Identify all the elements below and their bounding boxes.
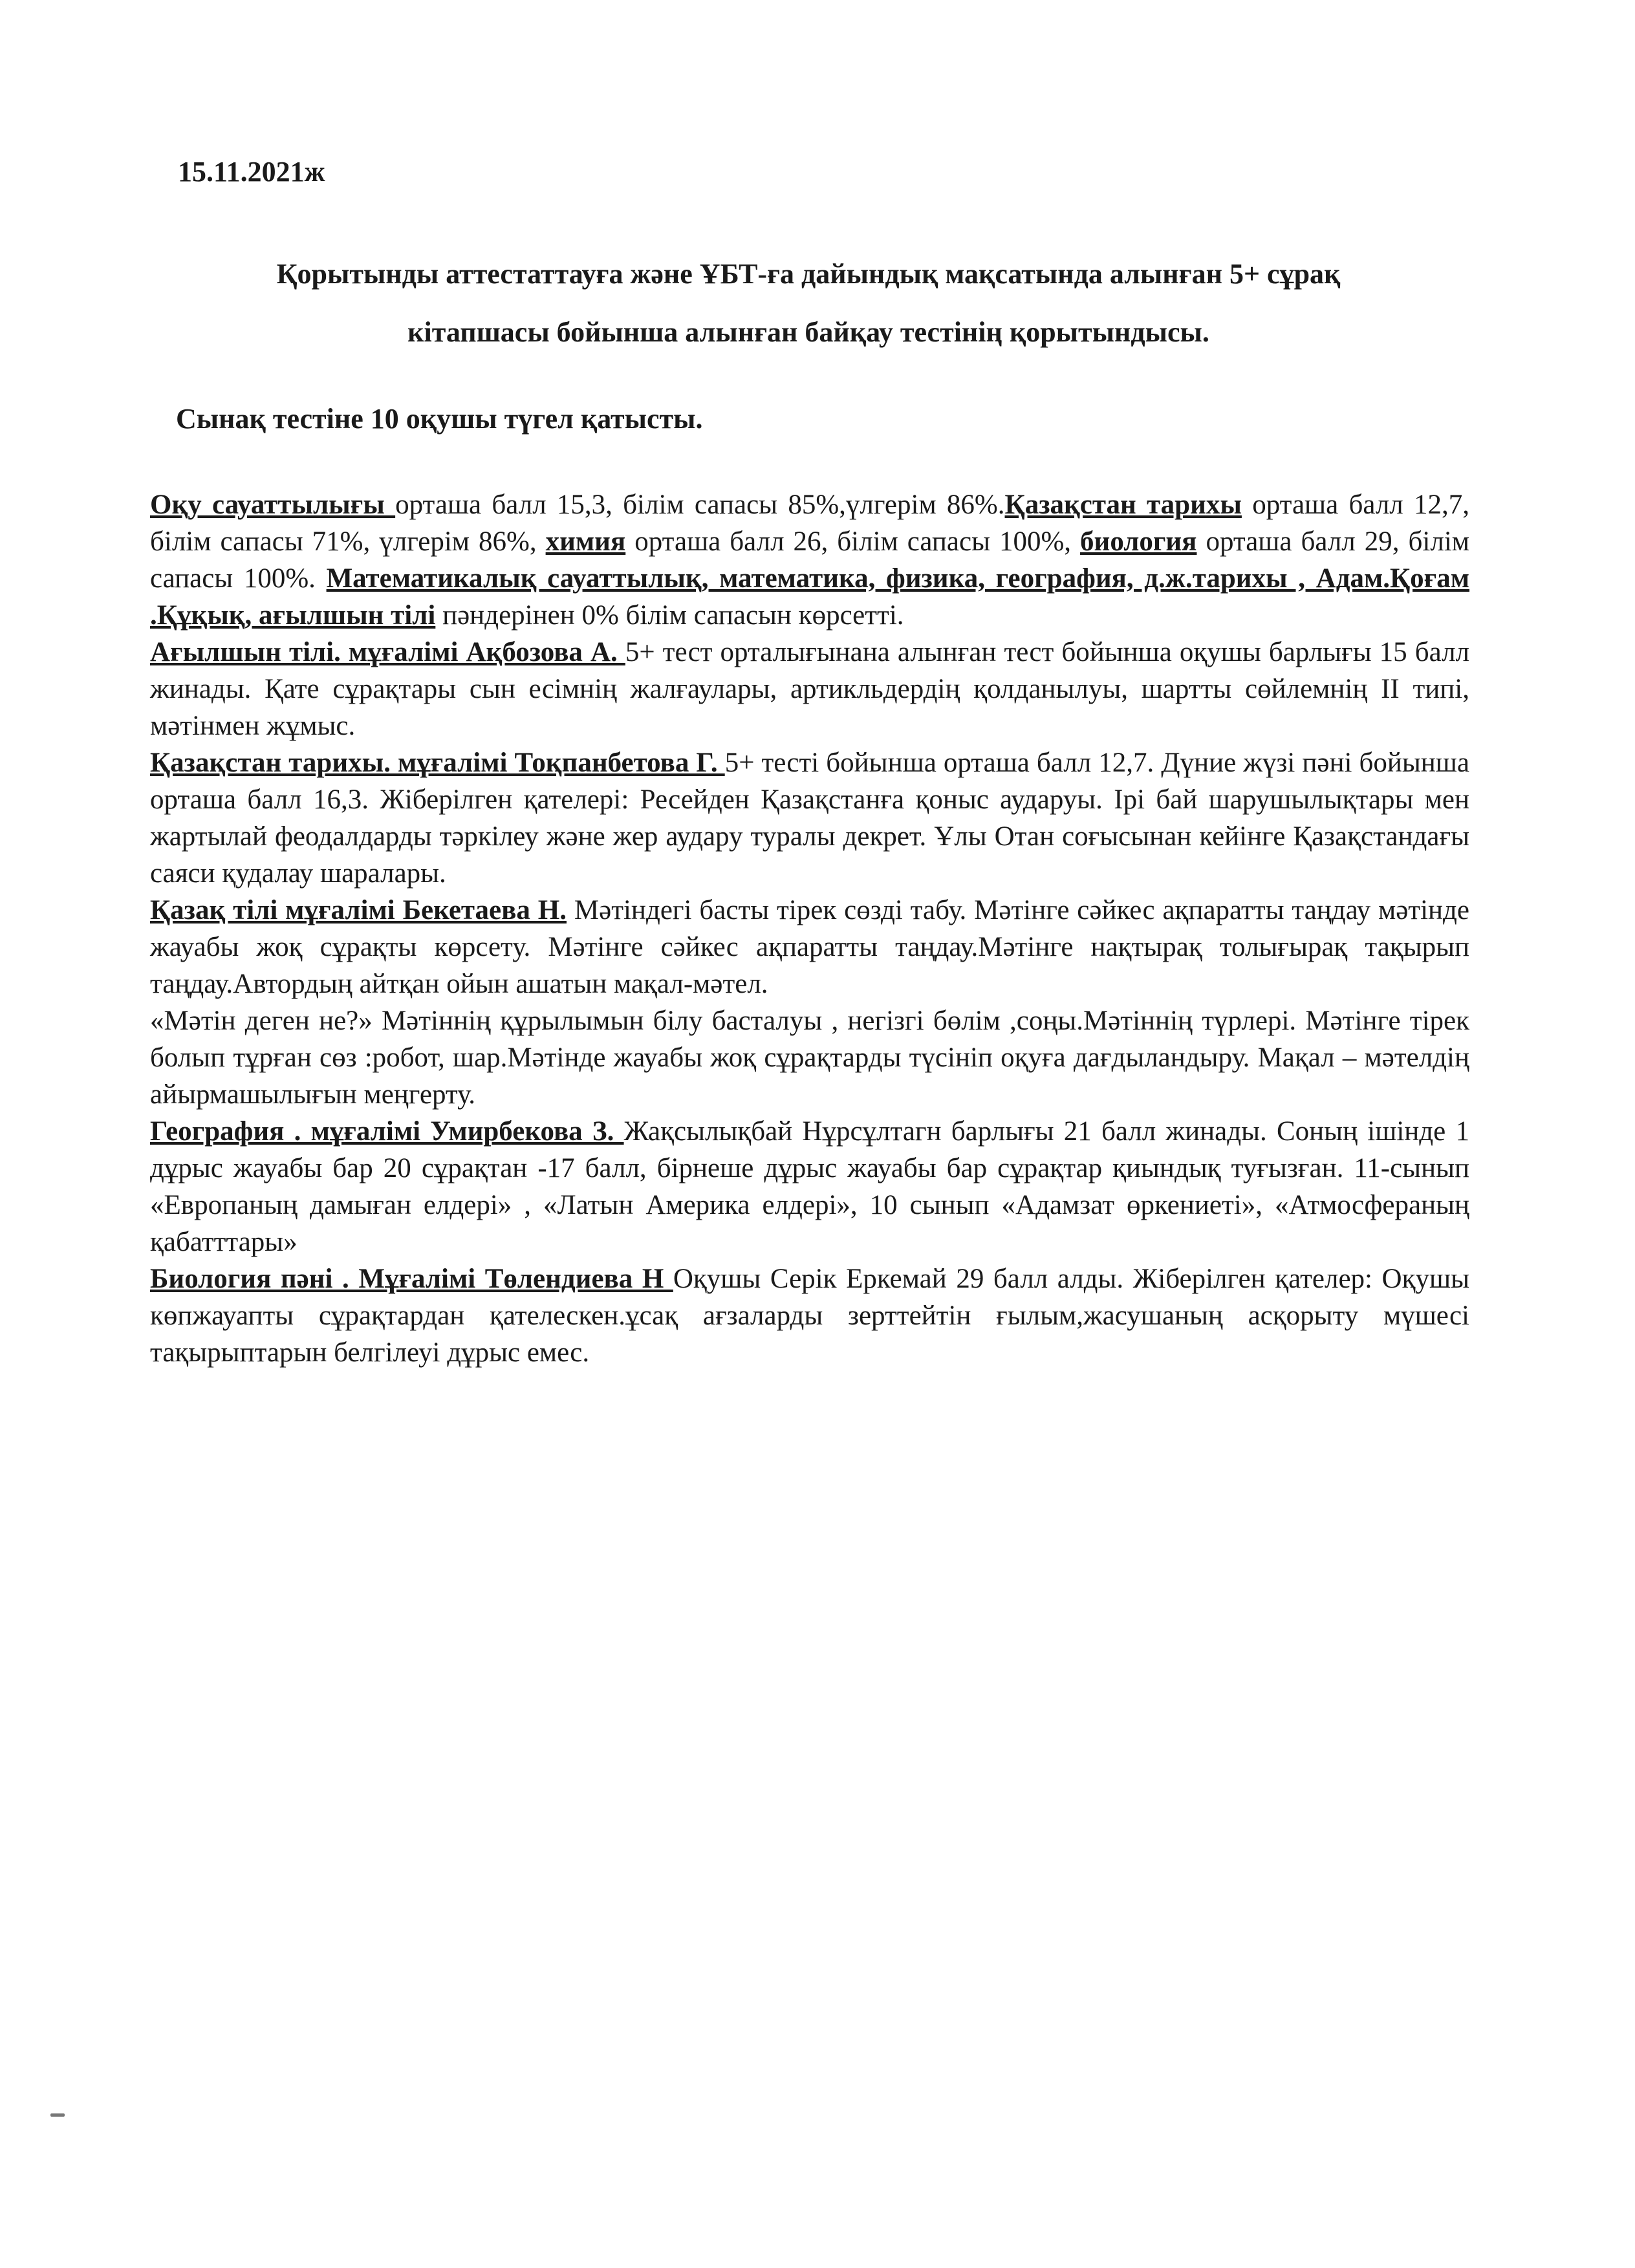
reading-literacy-results: орташа балл 15,3, білім сапасы 85%,үлгерім 86%. [395,490,1005,520]
participation-note: Сынақ тестіне 10 оқушы түгел қатысты. [176,403,703,435]
geography-section [150,1113,1469,1260]
kazakh-teacher-heading: Қазақ тілі мұғалімі Бекетаева Н. [150,895,567,925]
subject-kazakhstan-history: Қазақстан тарихы [1004,490,1242,520]
english-section-text: 5+ тест орталығынана алынған тест бойынша оқушы барлығы 15 балл жинады. Қате сұрақтары сын есімнің жалғаулары, артикльдердің қолданылуы, шартты сөйлемнің ІІ типі, мәтінмен жұмыс. [150,637,1469,741]
english-section [150,634,1469,744]
english-teacher-heading: Ағылшын тілі. мұғалімі Ақбозова А. [150,637,625,667]
biology-section [150,1260,1469,1371]
subject-biology: биология [1080,526,1197,557]
title-line-1: Қорытынды аттестаттауға және ҰБТ-ға дайындық мақсатында алынған 5+ сұрақ [276,258,1341,290]
kazakh-language-section-continued [150,1002,1469,1113]
chemistry-results: орташа балл 26, білім сапасы 100%, [625,526,1081,557]
title-line-2: кітапшасы бойынша алынған байқау тестінің қорытындысы. [407,316,1209,348]
kazakh-section-text-2: «Мәтін деген не?» Мәтіннің құрылымын білу басталуы , негізгі бөлім ,соңы.Мәтіннің түрлері. Мәтінге тірек болып тұрған сөз :робот, шар.Мәтінде жауабы жоқ сұрақтарды түсініп оқуға дағдыландыру. Мақал – мәтелдің айырмашылығын меңгерту. [150,1006,1469,1110]
biology-teacher-heading: Биология пәні . Мұғалімі Төлендиева Н [150,1264,673,1294]
geography-teacher-heading: География . мұғалімі Умирбекова З. [150,1116,624,1147]
biology-section-text: Оқушы Серік Еркемай 29 балл алды. Жіберілген қателер: Оқушы көпжауапты сұрақтардан қателескен.ұсақ ағзаларды зерттейтін ғылым,жасушаның асқорыту мүшесі тақырыптарын белгілеуі дұрыс емес. [150,1264,1470,1368]
subject-reading-literacy: Оқу сауаттылығы [150,490,396,520]
kazakhstan-history-results: орташа балл 12,7, білім сапасы 71%, үлгерім 86%, [150,490,1470,557]
summary-paragraph [150,486,1469,634]
geography-section-text: Жақсылықбай Нұрсұлтагн барлығы 21 балл жинады. Соның ішінде 1 дұрыс жауабы бар 20 сұрақтан -17 балл, бірнеше дұрыс жауабы бар сұрақтар қиындық туғызған. 11-сынып «Европаның дамыған елдері» , «Латын Америка елдері», 10 сынып «Адамзат өркениеті», «Атмосфераның қабатттары» [150,1116,1469,1257]
subjects-zero-quality: Математикалық сауаттылық, математика, физика, география, д.ж.тарихы , Адам.Қоғам .Құқық, ағылшын тілі [150,563,1469,631]
kazakh-section-text: Мәтіндегі басты тірек сөзді табу. Мәтінге сәйкес ақпаратты таңдау мәтінде жауабы жоқ сұрақты көрсету. Мәтінге сәйкес ақпаратты таңдау.Мәтінге нақтырақ толығырақ тақырып таңдау.Автордың айтқан ойын ашатын мақал-мәтел. [150,895,1469,999]
document-date: 15.11.2021ж [178,156,325,188]
history-section-text: 5+ тесті бойынша орташа балл 12,7. Дүние жүзі пәні бойынша орташа балл 16,3. Жіберілген қателері: Ресейден Қазақстанға қоныс аударуы. Ірі бай шарушылықтары мен жартылай феодалдарды тәркілеу және жер аудару туралы декрет. Ұлы Отан соғысынан кейінге Қазақстандағы саяси қудалау шаралары. [150,748,1469,889]
report-body [150,486,1469,1371]
kazakhstan-history-section [150,744,1469,892]
biology-results: орташа балл 29, білім сапасы 100%. [150,526,1469,594]
scan-mark [50,2113,65,2117]
history-teacher-heading: Қазақстан тарихы. мұғалімі Тоқпанбетова Г. [150,748,725,778]
kazakh-language-section [150,892,1469,1002]
subject-chemistry: химия [545,526,626,557]
zero-quality-results: пәндерінен 0% білім сапасын көрсетті. [435,600,904,631]
